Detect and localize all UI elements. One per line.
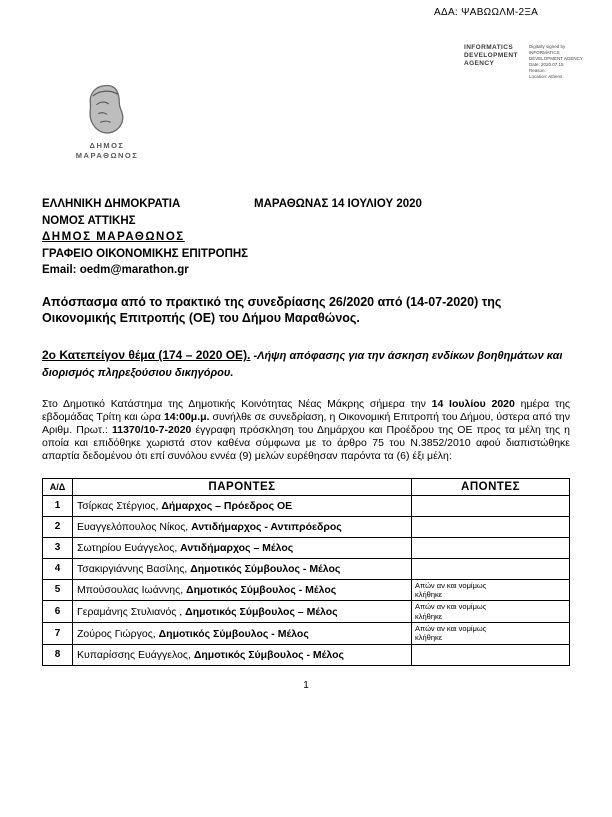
member-role: Δήμαρχος – Πρόεδρος ΟΕ <box>161 500 293 513</box>
logo-caption-line1: ΔΗΜΟΣ <box>89 141 125 150</box>
paragraph-segment: ημέρα της εβδομάδας Τρίτη και ώρα <box>42 397 570 424</box>
paragraph-segment: συνήλθε σε συνεδρίαση, η Οικονομική Επιτροπή του Δήμου, ύστερα από την Αριθμ. Πρωτ.: <box>42 411 570 437</box>
row-number: 4 <box>43 558 73 579</box>
member-role: Δημοτικός Σύμβουλος - Μέλος <box>158 627 309 640</box>
ada-code: ΑΔΑ: ΨΑΒΩΩΛΜ-2ΞΑ <box>434 7 539 18</box>
member-cell <box>73 601 412 623</box>
column-header-absent: ΑΠΟΝΤΕΣ <box>412 478 570 495</box>
absence-note <box>412 495 570 516</box>
meeting-paragraph <box>42 398 570 464</box>
table-row <box>43 537 570 558</box>
member-cell <box>73 579 412 601</box>
paragraph-segment-bold: 14:00μ.μ. <box>163 411 210 424</box>
paragraph-segment: έγγραφη πρόσκληση του Δημάρχου και Προέδρου της ΟΕ προς τα μέλη της η οποία και επιδόθηκε χωριστά στον καθένα σύμφωνα με το άρθρο 75 του Ν.3852/2010 αφού διαπιστώθηκε απαρτία δεδομένου ότι επί συνόλου εννέα (9) μελών ευρέθησαν παρόντα τα (6) έξι μέλη: <box>42 424 570 463</box>
row-number: 6 <box>43 601 73 623</box>
agenda-subject <box>42 347 570 381</box>
stamp-sig-line: Location: Athens <box>529 74 563 80</box>
municipality-label: ΔΗΜΟΣ ΜΑΡΑΘΩΝΟΣ <box>42 231 185 243</box>
absence-note: Απών αν και νομίμως κλήθηκε <box>412 579 570 601</box>
member-role: Αντιδήμαρχος - Αντιπρόεδρος <box>191 521 342 534</box>
absence-note <box>412 644 570 665</box>
row-number: 3 <box>43 537 73 558</box>
paragraph-segment-bold: 14 Ιουλίου 2020 <box>431 397 515 410</box>
member-name: Γεραμάνης Στυλιανός , <box>77 606 186 619</box>
member-name: Μπούσουλας Ιωάννης, <box>77 584 187 597</box>
member-cell <box>73 516 412 537</box>
member-role: Δημοτικός Σύμβουλος - Μέλος <box>193 649 344 662</box>
stamp-sig-line: Reason: <box>529 68 546 74</box>
office-label: ΓΡΑΦΕΙΟ ΟΙΚΟΝΟΜΙΚΗΣ ΕΠΙΤΡΟΠΗΣ <box>42 247 249 260</box>
member-name: Ευαγγελόπουλος Νίκος, <box>77 521 192 534</box>
absence-note <box>412 516 570 537</box>
digital-signature-stamp <box>464 44 585 80</box>
paragraph-segment: Στο Δημοτικό Κατάστημα της Δημοτικής Κοινότητας Νέας Μάκρης σήμερα την <box>42 397 432 410</box>
email-label: Email: <box>42 264 77 276</box>
row-number: 5 <box>43 579 73 601</box>
table-row <box>43 601 570 623</box>
logo-caption-line2: ΜΑΡΑΘΩΝΟΣ <box>75 151 139 161</box>
row-number: 2 <box>43 516 73 537</box>
extract-intro: Απόσπασμα από το πρακτικό της συνεδρίασης 26/2020 από (14-07-2020) της Οικονομικής Επιτροπής (ΟΕ) του Δήμου Μαραθώνος. <box>42 294 502 326</box>
stamp-sig-line: Date: 2020.07.15 <box>529 62 564 68</box>
row-number: 8 <box>43 644 73 665</box>
member-cell <box>73 495 412 516</box>
stamp-sig-line: INFORMATICS DEVELOPMENT AGENCY <box>529 50 583 62</box>
absence-note: Απών αν και νομίμως κλήθηκε <box>412 623 570 645</box>
member-name: Τσίρκας Στέργιος, <box>77 500 162 513</box>
stamp-agency-label: INFORMATICS DEVELOPMENT AGENCY <box>464 44 518 68</box>
page-number: 1 <box>303 679 309 691</box>
republic-label: ΕΛΛΗΝΙΚΗ ΔΗΜΟΚΡΑΤΙΑ <box>42 198 181 210</box>
subject-description: -Λήψη απόφασης για την άσκηση ενδίκων βοηθημάτων και διορισμός πληρεξούσιου δικηγόρου. <box>42 350 563 380</box>
member-cell <box>73 558 412 579</box>
member-role: Δημοτικός Σύμβουλος – Μέλος <box>185 606 338 619</box>
header-line-republic <box>42 196 570 213</box>
table-row <box>43 558 570 579</box>
header-line-office <box>42 246 570 263</box>
stamp-signature-details <box>529 44 585 80</box>
table-header-row <box>43 478 570 495</box>
column-header-present: ΠΑΡΟΝΤΕΣ <box>73 478 412 495</box>
marathon-head-emblem-icon <box>68 82 146 140</box>
member-cell <box>73 623 412 645</box>
row-number: 1 <box>43 495 73 516</box>
member-name: Ζούρος Γιώργος, <box>77 627 159 640</box>
absence-note: Απών αν και νομίμως κλήθηκε <box>412 601 570 623</box>
member-role: Δημοτικός Σύμβουλος - Μέλος <box>190 563 341 576</box>
member-cell <box>73 644 412 665</box>
member-role: Δημοτικός Σύμβουλος - Μέλος <box>186 584 337 597</box>
absence-note <box>412 558 570 579</box>
table-row <box>43 516 570 537</box>
table-row <box>43 644 570 665</box>
member-cell <box>73 537 412 558</box>
absence-note <box>412 537 570 558</box>
email-value: oedm@marathon.gr <box>79 264 189 276</box>
paragraph-segment-bold: 11370/10-7-2020 <box>111 424 192 437</box>
document-content <box>42 196 570 691</box>
header-line-municipality <box>42 229 570 246</box>
municipality-logo <box>68 82 146 161</box>
prefecture-label: ΝΟΜΟΣ ΑΤΤΙΚΗΣ <box>42 214 136 227</box>
stamp-sig-line: Digitally signed by <box>529 44 566 49</box>
attendance-table <box>42 478 570 666</box>
table-row <box>43 579 570 601</box>
member-name: Κυπαρίσσης Ευάγγελος, <box>77 649 194 662</box>
subject-title: 2ο Κατεπείγον θέμα (174 – 2020 ΟΕ). <box>42 348 251 363</box>
member-name: Σωτηρίου Ευάγγελος, <box>77 542 181 555</box>
header-line-prefecture <box>42 213 570 230</box>
header-line-email <box>42 262 570 279</box>
member-name: Τσακιργιάννης Βασίλης, <box>77 563 191 576</box>
table-row <box>43 495 570 516</box>
column-header-num: Α/Δ <box>43 478 73 495</box>
place-date: ΜΑΡΑΘΩΝΑΣ 14 ΙΟΥΛΙΟΥ 2020 <box>254 198 422 210</box>
member-role: Αντιδήμαρχος – Μέλος <box>180 542 294 555</box>
table-row <box>43 623 570 645</box>
row-number: 7 <box>43 623 73 645</box>
